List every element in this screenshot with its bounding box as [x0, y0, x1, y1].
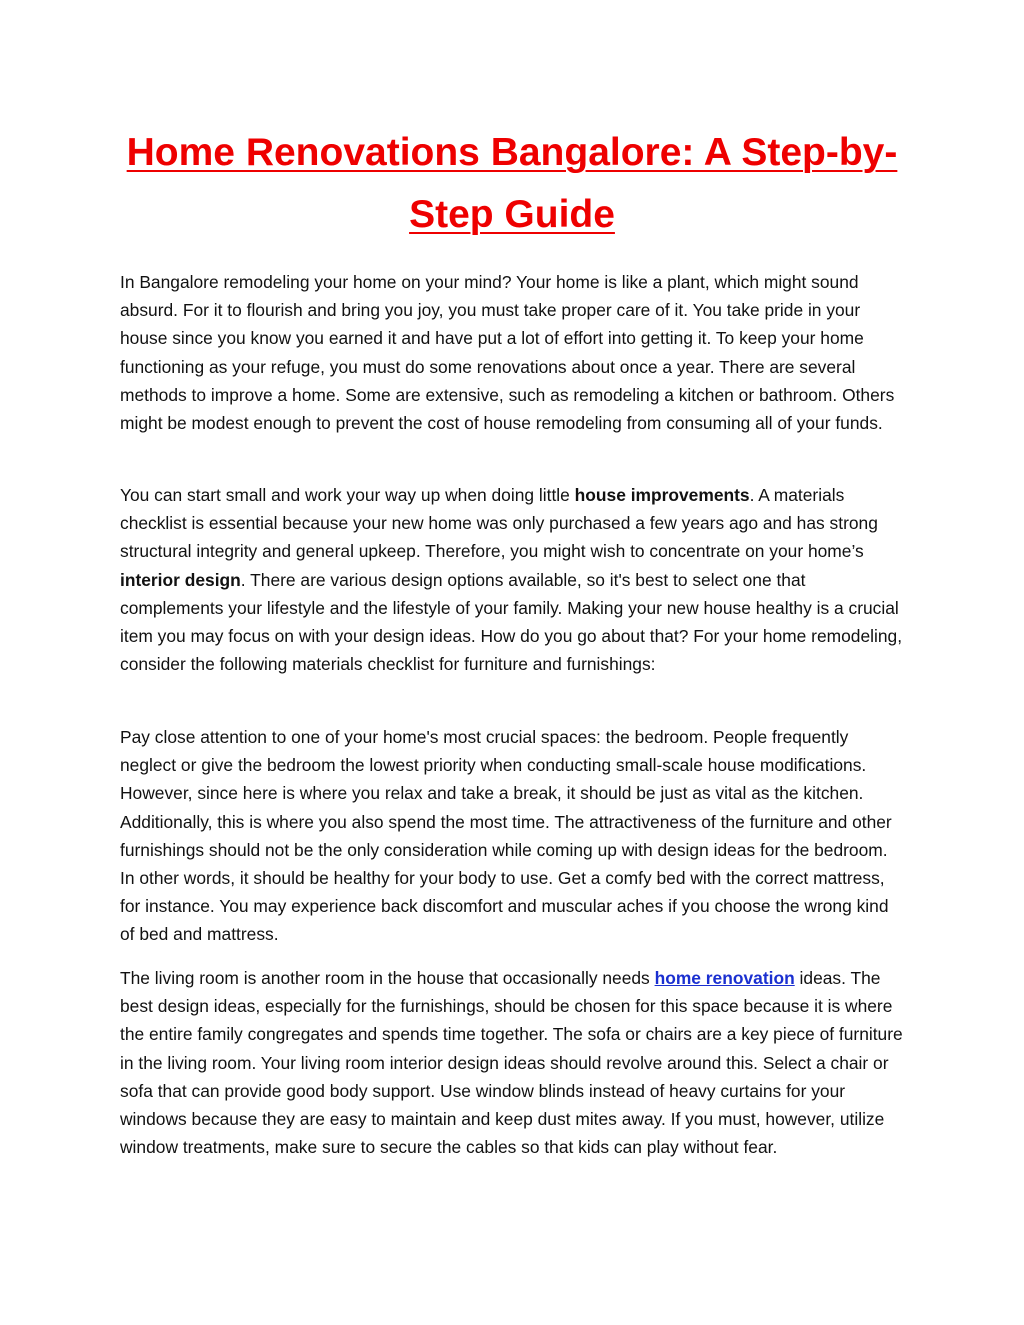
bold-interior-design: interior design: [120, 569, 241, 590]
text-segment: ideas. The best design ideas, especially for the furnishings, should be chosen for this space because it is where the entire family congregates and spends time together. The sofa or chairs are a key piece of furniture in the living room. Your living room interior design ideas should revolve around this. Select a chair or sofa that can provide good body support. Use window blinds instead of heavy curtains for your windows because they are easy to maintain and keep dust mites away. If you must, however, utilize window treatments, make sure to secure the cables so that kids can play without fear.: [120, 968, 903, 1158]
bold-house-improvements: house improvements: [574, 485, 750, 505]
paragraph-bedroom-text: Pay close attention to one of your home's most crucial spaces: the bedroom. People frequently neglect or give the bedroom the lowest priority when conducting small-scale house modifications. However, since here is where you relax and take a break, it should be just as vital as the kitchen. Additionally, this is where you also spend the most time. The attractiveness of the furniture and other furnishings should not be the only consideration while coming up with design ideas for the bedroom. In other words, it should be healthy for your body to use. Get a comfy bed with the correct mattress, for instance. You may experience back discomfort and muscular aches if you choose the wrong kind of bed and mattress.: [120, 727, 892, 945]
text-segment: The living room is another room in the house that occasionally needs: [120, 968, 655, 988]
text-segment: . A materials checklist is essential because your new home was only purchased a few years ago and has strong structural integrity and general upkeep. Therefore, you might wish to concentrate on your home’s: [120, 485, 878, 562]
paragraph-living-room: [120, 964, 904, 1161]
text-segment: You can start small and work your way up when doing little: [120, 485, 575, 505]
home-renovation-link[interactable]: home renovation: [654, 968, 795, 988]
page-title: Home Renovations Bangalore: A Step-by-Step Guide: [126, 131, 898, 236]
paragraph-intro-text: In Bangalore remodeling your home on your mind? Your home is like a plant, which might sound absurd. For it to flourish and bring you joy, you must take proper care of it. You take pride in your house since you know you earned it and have put a lot of effort into getting it. To keep your home functioning as your refuge, you must do some renovations about once a year. There are several methods to improve a home. Some are extensive, such as remodeling a kitchen or bathroom. Others might be modest enough to prevent the cost of house remodeling from consuming all of your funds.: [120, 272, 895, 434]
paragraph-materials-checklist: [120, 481, 904, 678]
text-segment: . There are various design options available, so it's best to select one that complements your lifestyle and the lifestyle of your family. Making your new house healthy is a crucial item you may focus on with your design ideas. How do you go about that? For your home remodeling, consider the following materials checklist for furniture and furnishings:: [120, 569, 903, 675]
paragraph-materials-checklist-text: [120, 481, 904, 678]
paragraph-bedroom: [120, 723, 904, 949]
paragraph-living-room-text: [120, 964, 904, 1161]
paragraph-intro: [120, 268, 904, 437]
